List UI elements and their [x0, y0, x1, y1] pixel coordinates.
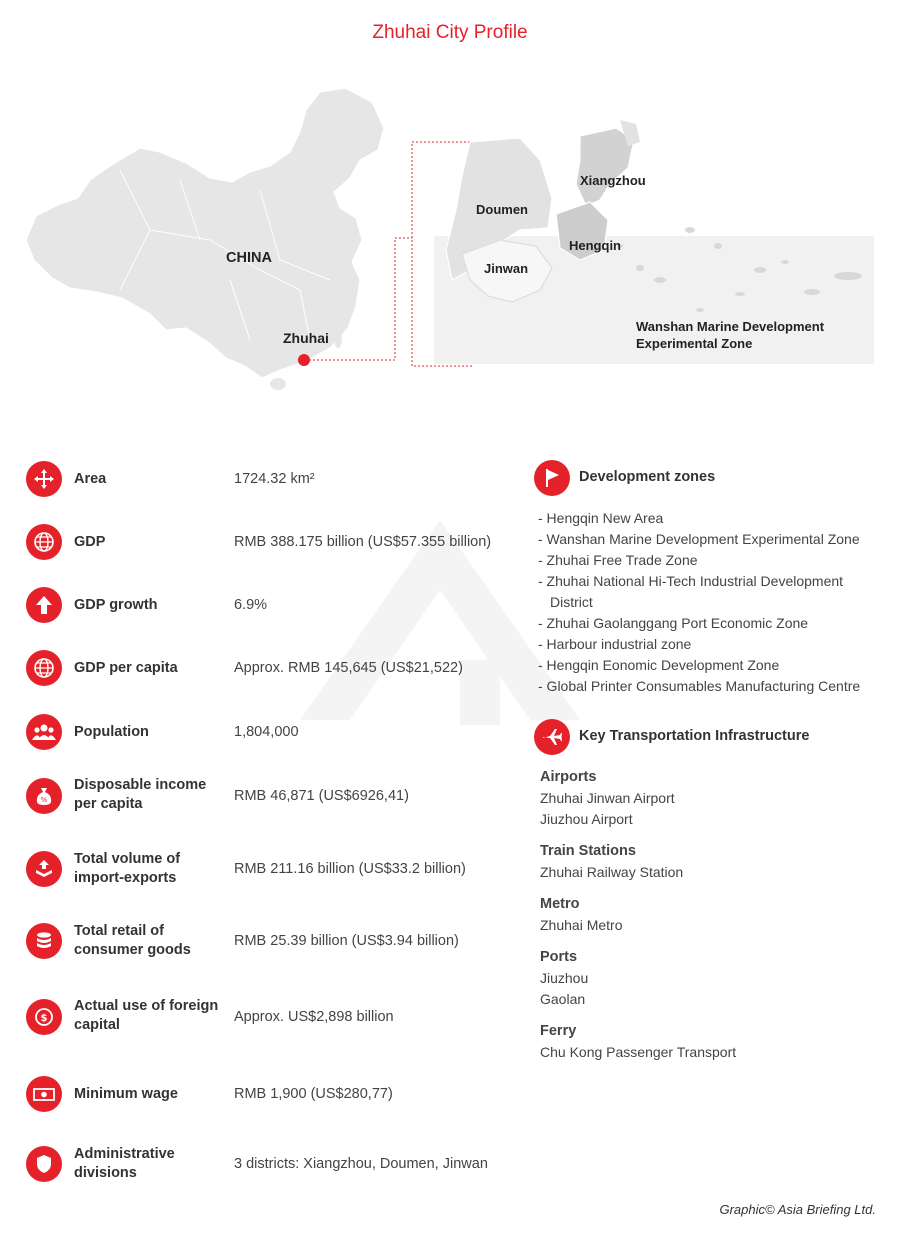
stat-label: Area [74, 471, 107, 487]
stat-label: GDP [74, 534, 106, 550]
wanshan-label: Wanshan Marine Development Experimental Zone [636, 319, 825, 351]
list-item: - Global Printer Consumables Manufacturing Centre [538, 678, 861, 694]
list-item: - Harbour industrial zone [538, 636, 692, 652]
page-title: Zhuhai City Profile [372, 22, 528, 43]
flag-icon [534, 460, 570, 496]
stat-label: Administrative divisions [74, 1146, 175, 1181]
stat-value: 3 districts: Xiangzhou, Doumen, Jinwan [234, 1156, 488, 1172]
stat-value: 6.9% [234, 597, 268, 613]
stat-disposable-income [22, 778, 512, 838]
stat-label: Minimum wage [74, 1086, 178, 1102]
list-item: - Zhuhai Free Trade Zone [538, 552, 698, 568]
transport-group-metro [540, 894, 880, 936]
stat-label: GDP per capita [74, 660, 178, 676]
stat-retail [22, 923, 512, 983]
list-item: - Zhuhai Gaolanggang Port Economic Zone [538, 615, 809, 631]
transport-group-ports [540, 947, 880, 1010]
zhuhai-marker [298, 354, 310, 366]
stat-label: Actual use of foreign capital [74, 998, 219, 1033]
stat-value: RMB 388.175 billion (US$57.355 billion) [234, 534, 492, 550]
stat-value: 1724.32 km² [234, 471, 315, 487]
stat-label: Total volume of import-exports [74, 851, 181, 886]
shield-icon [26, 1146, 62, 1182]
stat-value: RMB 25.39 billion (US$3.94 billion) [234, 933, 459, 949]
hainan-island [270, 378, 286, 390]
globe-icon [26, 524, 62, 560]
transport-group-train [540, 841, 880, 883]
airplane-icon [534, 719, 570, 755]
development-zones-header [532, 460, 882, 496]
list-item: - Wanshan Marine Development Experimental Zone [538, 531, 860, 547]
stat-minimum-wage [22, 1076, 512, 1136]
stat-label: Disposable income per capita [74, 777, 207, 812]
stat-gdp [22, 524, 512, 584]
doumen-label: Doumen [476, 202, 528, 217]
stat-label: Total retail of consumer goods [74, 923, 191, 958]
xiangzhou-label: Xiangzhou [580, 173, 646, 188]
group-heading: Ports [540, 949, 578, 965]
currency-exchange-icon [26, 999, 62, 1035]
map-illustration [0, 80, 900, 420]
china-map [26, 88, 384, 378]
banknote-icon [26, 1076, 62, 1112]
money-bag-icon [26, 778, 62, 814]
list-item: Jiuzhou [540, 970, 589, 986]
group-heading: Ferry [540, 1023, 577, 1039]
svg-text:$: $ [40, 1013, 48, 1024]
transport-group-airports [540, 767, 880, 830]
people-icon [26, 714, 62, 750]
list-item: Zhuhai Railway Station [540, 864, 684, 880]
stat-gdp-growth [22, 587, 512, 647]
credit-text: Graphic© Asia Briefing Ltd. [719, 1202, 876, 1217]
list-item: Chu Kong Passenger Transport [540, 1044, 737, 1060]
group-heading: Train Stations [540, 843, 636, 859]
transport-group-ferry [540, 1021, 880, 1063]
stat-value: Approx. RMB 145,645 (US$21,522) [234, 660, 463, 676]
stat-value: 1,804,000 [234, 724, 299, 740]
section-title: Development zones [579, 469, 716, 485]
list-item: Jiuzhou Airport [540, 811, 633, 827]
arrows-icon [26, 461, 62, 497]
import-export-icon [26, 851, 62, 887]
coins-icon [26, 923, 62, 959]
list-item: - Hengqin New Area [538, 510, 664, 526]
hengqin-label: Hengqin [569, 238, 621, 253]
stat-value: RMB 1,900 (US$280,77) [234, 1086, 393, 1102]
list-item: Zhuhai Jinwan Airport [540, 790, 675, 806]
china-label: CHINA [226, 250, 272, 266]
development-zones-list [538, 508, 878, 697]
jinwan-label: Jinwan [484, 261, 529, 276]
transport-header [532, 719, 882, 755]
arrow-up-icon [26, 587, 62, 623]
list-item: - Zhuhai National Hi-Tech Industrial Development District [538, 573, 844, 610]
list-item: Zhuhai Metro [540, 917, 623, 933]
stat-area [22, 461, 512, 521]
section-title: Key Transportation Infrastructure [579, 728, 810, 744]
taiwan-island [334, 328, 342, 348]
list-item: Gaolan [540, 991, 586, 1007]
stat-gdp-per-capita [22, 650, 512, 710]
stat-value: RMB 46,871 (US$6926,41) [234, 788, 409, 804]
list-item: - Hengqin Eonomic Development Zone [538, 657, 780, 673]
stat-import-exports [22, 851, 512, 911]
group-heading: Airports [540, 769, 597, 785]
zhuhai-label: Zhuhai [283, 330, 329, 346]
stat-population [22, 714, 512, 774]
svg-text:%: % [40, 796, 48, 804]
stat-value: Approx. US$2,898 billion [234, 1009, 394, 1025]
stat-foreign-capital [22, 999, 512, 1059]
stat-value: RMB 211.16 billion (US$33.2 billion) [234, 861, 466, 877]
stat-label: Population [74, 724, 149, 740]
map-area [0, 80, 900, 420]
globe-icon [26, 650, 62, 686]
stat-label: GDP growth [74, 597, 158, 613]
group-heading: Metro [540, 896, 580, 912]
xiangzhou-area [576, 128, 634, 206]
stat-admin-divisions [22, 1146, 512, 1206]
transport-list [540, 767, 880, 1074]
